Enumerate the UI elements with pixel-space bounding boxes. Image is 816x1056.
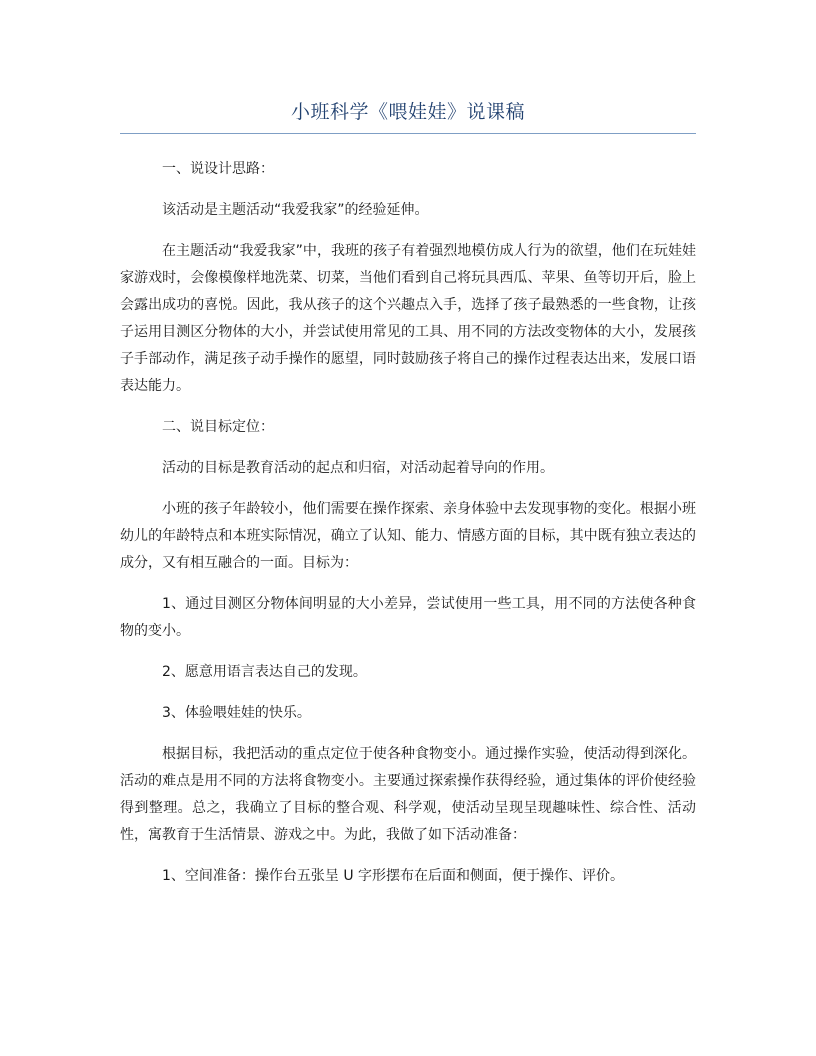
goal-item: 3、体验喂娃娃的快乐。: [162, 705, 311, 721]
section-heading-design: 一、说设计思路：: [162, 161, 274, 177]
preparation-item: 1、空间准备：操作台五张呈 U 字形摆布在后面和侧面，便于操作、评价。: [162, 868, 625, 884]
goal-item: 1、通过目测区分物体间明显的大小差异，尝试使用一些工具，用不同的方法使各种食物的变小。: [120, 596, 696, 639]
document-title: 小班科学《喂娃娃》说课稿: [290, 101, 525, 123]
paragraph: 小班的孩子年龄较小，他们需要在操作探索、亲身体验中去发现事物的变化。根据小班幼儿的年龄特点和本班实际情况，确立了认知、能力、情感方面的目标，其中既有独立表达的成分，又有相互融合的一面。目标为：: [120, 501, 696, 571]
paragraph: 在主题活动“我爱我家”中，我班的孩子有着强烈地模仿成人行为的欲望，他们在玩娃娃家游戏时，会像模像样地洗菜、切菜，当他们看到自己将玩具西瓜、苹果、鱼等切开后，脸上会露出成功的喜悦。因此，我从孩子的这个兴趣点入手，选择了孩子最熟悉的一些食物，让孩子运用目测区分物体的大小，并尝试使用常见的工具、用不同的方法改变物体的大小，发展孩子手部动作，满足孩子动手操作的愿望，同时鼓励孩子将自己的操作过程表达出来，发展口语表达能力。: [120, 243, 696, 394]
paragraph: 根据目标，我把活动的重点定位于使各种食物变小。通过操作实验，使活动得到深化。活动的难点是用不同的方法将食物变小。主要通过探索操作获得经验，通过集体的评价使经验得到整理。总之，我确立了目标的整合观、科学观，使活动呈现呈现趣味性、综合性、活动性，寓教育于生活情景、游戏之中。为此，我做了如下活动准备：: [120, 746, 696, 843]
title-divider: [120, 133, 696, 134]
goal-item: 2、愿意用语言表达自己的发现。: [162, 664, 367, 680]
section-heading-goals: 二、说目标定位：: [162, 419, 274, 435]
document-body: [120, 156, 696, 904]
paragraph: 活动的目标是教育活动的起点和归宿，对活动起着导向的作用。: [162, 460, 554, 476]
paragraph: 该活动是主题活动“我爱我家”的经验延伸。: [162, 202, 429, 218]
